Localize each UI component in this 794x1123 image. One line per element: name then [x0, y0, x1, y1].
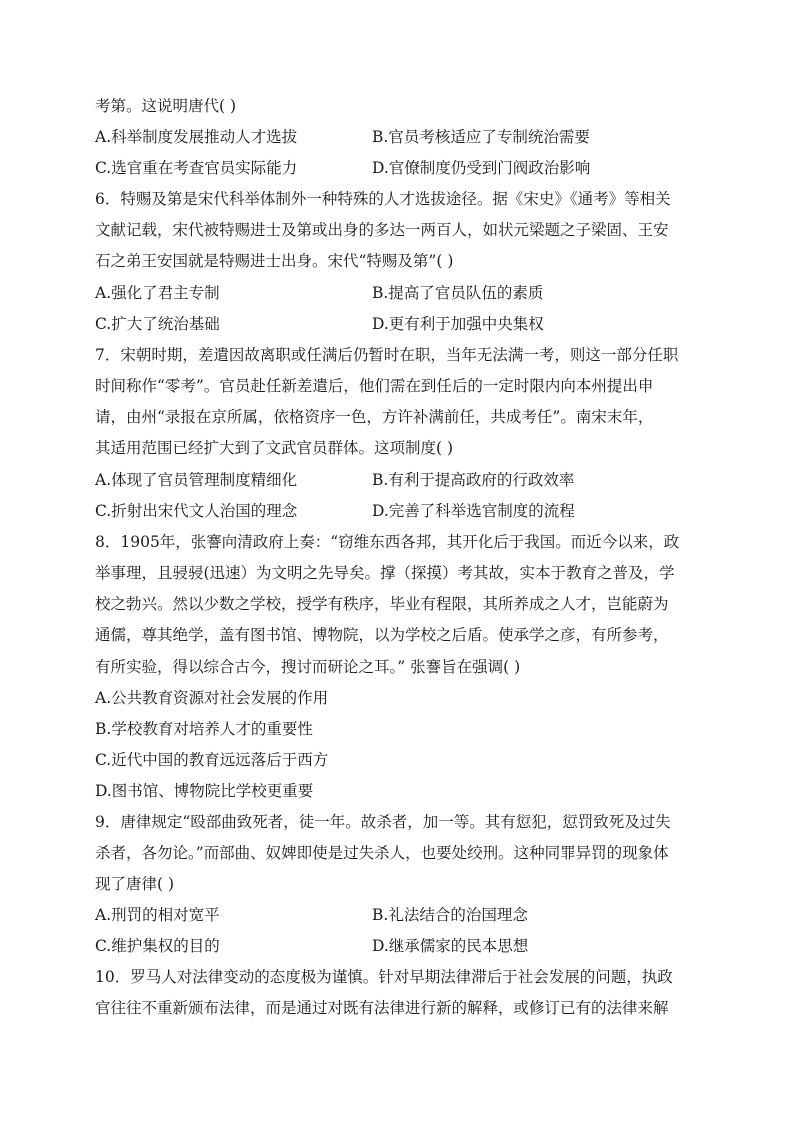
q7-stem-line-4: 其适用范围已经扩大到了文武官员群体。这项制度( ) — [95, 439, 454, 457]
q6-stem-line-3: 石之弟王安国就是特赐进士出身。宋代“特赐及第”( ) — [95, 252, 454, 270]
q7-stem-line-3: 请，由州“录报在京所属，依格资序一色，方许补满前任，共成考任”。南宋末年， — [95, 408, 654, 426]
q9-option-d: D.继承儒家的民本思想 — [372, 937, 529, 955]
q9-stem-line-1: 9．唐律规定“殴部曲致死者，徒一年。故杀者，加一等。其有愆犯，愆罚致死及过失 — [95, 813, 671, 831]
q6-option-b: B.提高了官员队伍的素质 — [372, 284, 544, 302]
q8-stem-line-5: 有所实验，得以综合古今，搜讨而研论之耳。” 张謇旨在强调( ) — [95, 658, 521, 676]
q6-stem-line-2: 文献记载，宋代被特赐进士及第或出身的多达一两百人，如状元梁题之子梁固、王安 — [95, 221, 669, 239]
q5-stem-tail: 考第。这说明唐代( ) — [95, 97, 237, 115]
q6-option-a: A.强化了君主专制 — [95, 284, 220, 302]
q5-option-b: B.官员考核适应了专制统治需要 — [372, 128, 590, 146]
q8-stem-line-3: 校之勃兴。然以少数之学校，授学有秩序，毕业有程限，其所养成之人才，岂能蔚为 — [95, 595, 669, 613]
q5-option-a: A.科举制度发展推动人才选拔 — [95, 128, 298, 146]
q9-option-b: B.礼法结合的治国理念 — [372, 906, 528, 924]
q7-option-b: B.有利于提高政府的行政效率 — [372, 471, 575, 489]
q6-option-d: D.更有利于加强中央集权 — [372, 315, 544, 333]
q8-option-c: C.近代中国的教育远远落后于西方 — [95, 751, 329, 769]
q8-stem-line-1: 8．1905年，张謇向清政府上奏：“窃维东西各邦，其开化后于我国。而近今以来，政 — [95, 533, 680, 551]
q6-stem-line-1: 6．特赐及第是宋代科举体制外一种特殊的人才选拔途径。据《宋史》《通考》等相关 — [95, 190, 671, 208]
q7-stem-line-2: 时间称作“零考”。官员赴任新差遣后，他们需在到任后的一定时限内向本州提出申 — [95, 377, 654, 395]
q8-stem-line-2: 举事理，且骎骎(迅速）为文明之先导矣。撑（探摸）考其故，实本于教育之普及，学 — [95, 564, 675, 582]
q8-option-a: A.公共教育资源对社会发展的作用 — [95, 689, 329, 707]
q10-stem-line-1: 10．罗马人对法律变动的态度极为谨慎。针对早期法律滞后于社会发展的问题，执政 — [95, 968, 673, 986]
q6-option-c: C.扩大了统治基础 — [95, 315, 220, 333]
q7-stem-line-1: 7．宋朝时期，差遣因故离职或任满后仍暂时在职，当年无法满一考，则这一部分任职 — [95, 346, 679, 364]
q8-option-b: B.学校教育对培养人才的重要性 — [95, 720, 313, 738]
q9-stem-line-2: 杀者，各勿论。”而部曲、奴婢即使是过失杀人，也要处绞刑。这种同罪异罚的现象体 — [95, 844, 669, 862]
q7-option-c: C.折射出宋代文人治国的理念 — [95, 502, 298, 520]
q5-option-d: D.官僚制度仍受到门阀政治影响 — [372, 159, 591, 177]
q10-stem-line-2: 官往往不重新颁布法律，而是通过对既有法律进行新的解释，或修订已有的法律来解 — [95, 999, 669, 1017]
q8-stem-line-4: 通儒，尊其绝学，盖有图书馆、博物院，以为学校之后盾。使承学之彦，有所参考， — [95, 626, 669, 644]
q8-option-d: D.图书馆、博物院比学校更重要 — [95, 782, 314, 800]
q9-option-c: C.维护集权的目的 — [95, 937, 220, 955]
q5-option-c: C.选官重在考查官员实际能力 — [95, 159, 298, 177]
q9-option-a: A.刑罚的相对宽平 — [95, 906, 220, 924]
q7-option-a: A.体现了官员管理制度精细化 — [95, 471, 298, 489]
q7-option-d: D.完善了科举选官制度的流程 — [372, 502, 575, 520]
q9-stem-line-3: 现了唐律( ) — [95, 875, 175, 893]
